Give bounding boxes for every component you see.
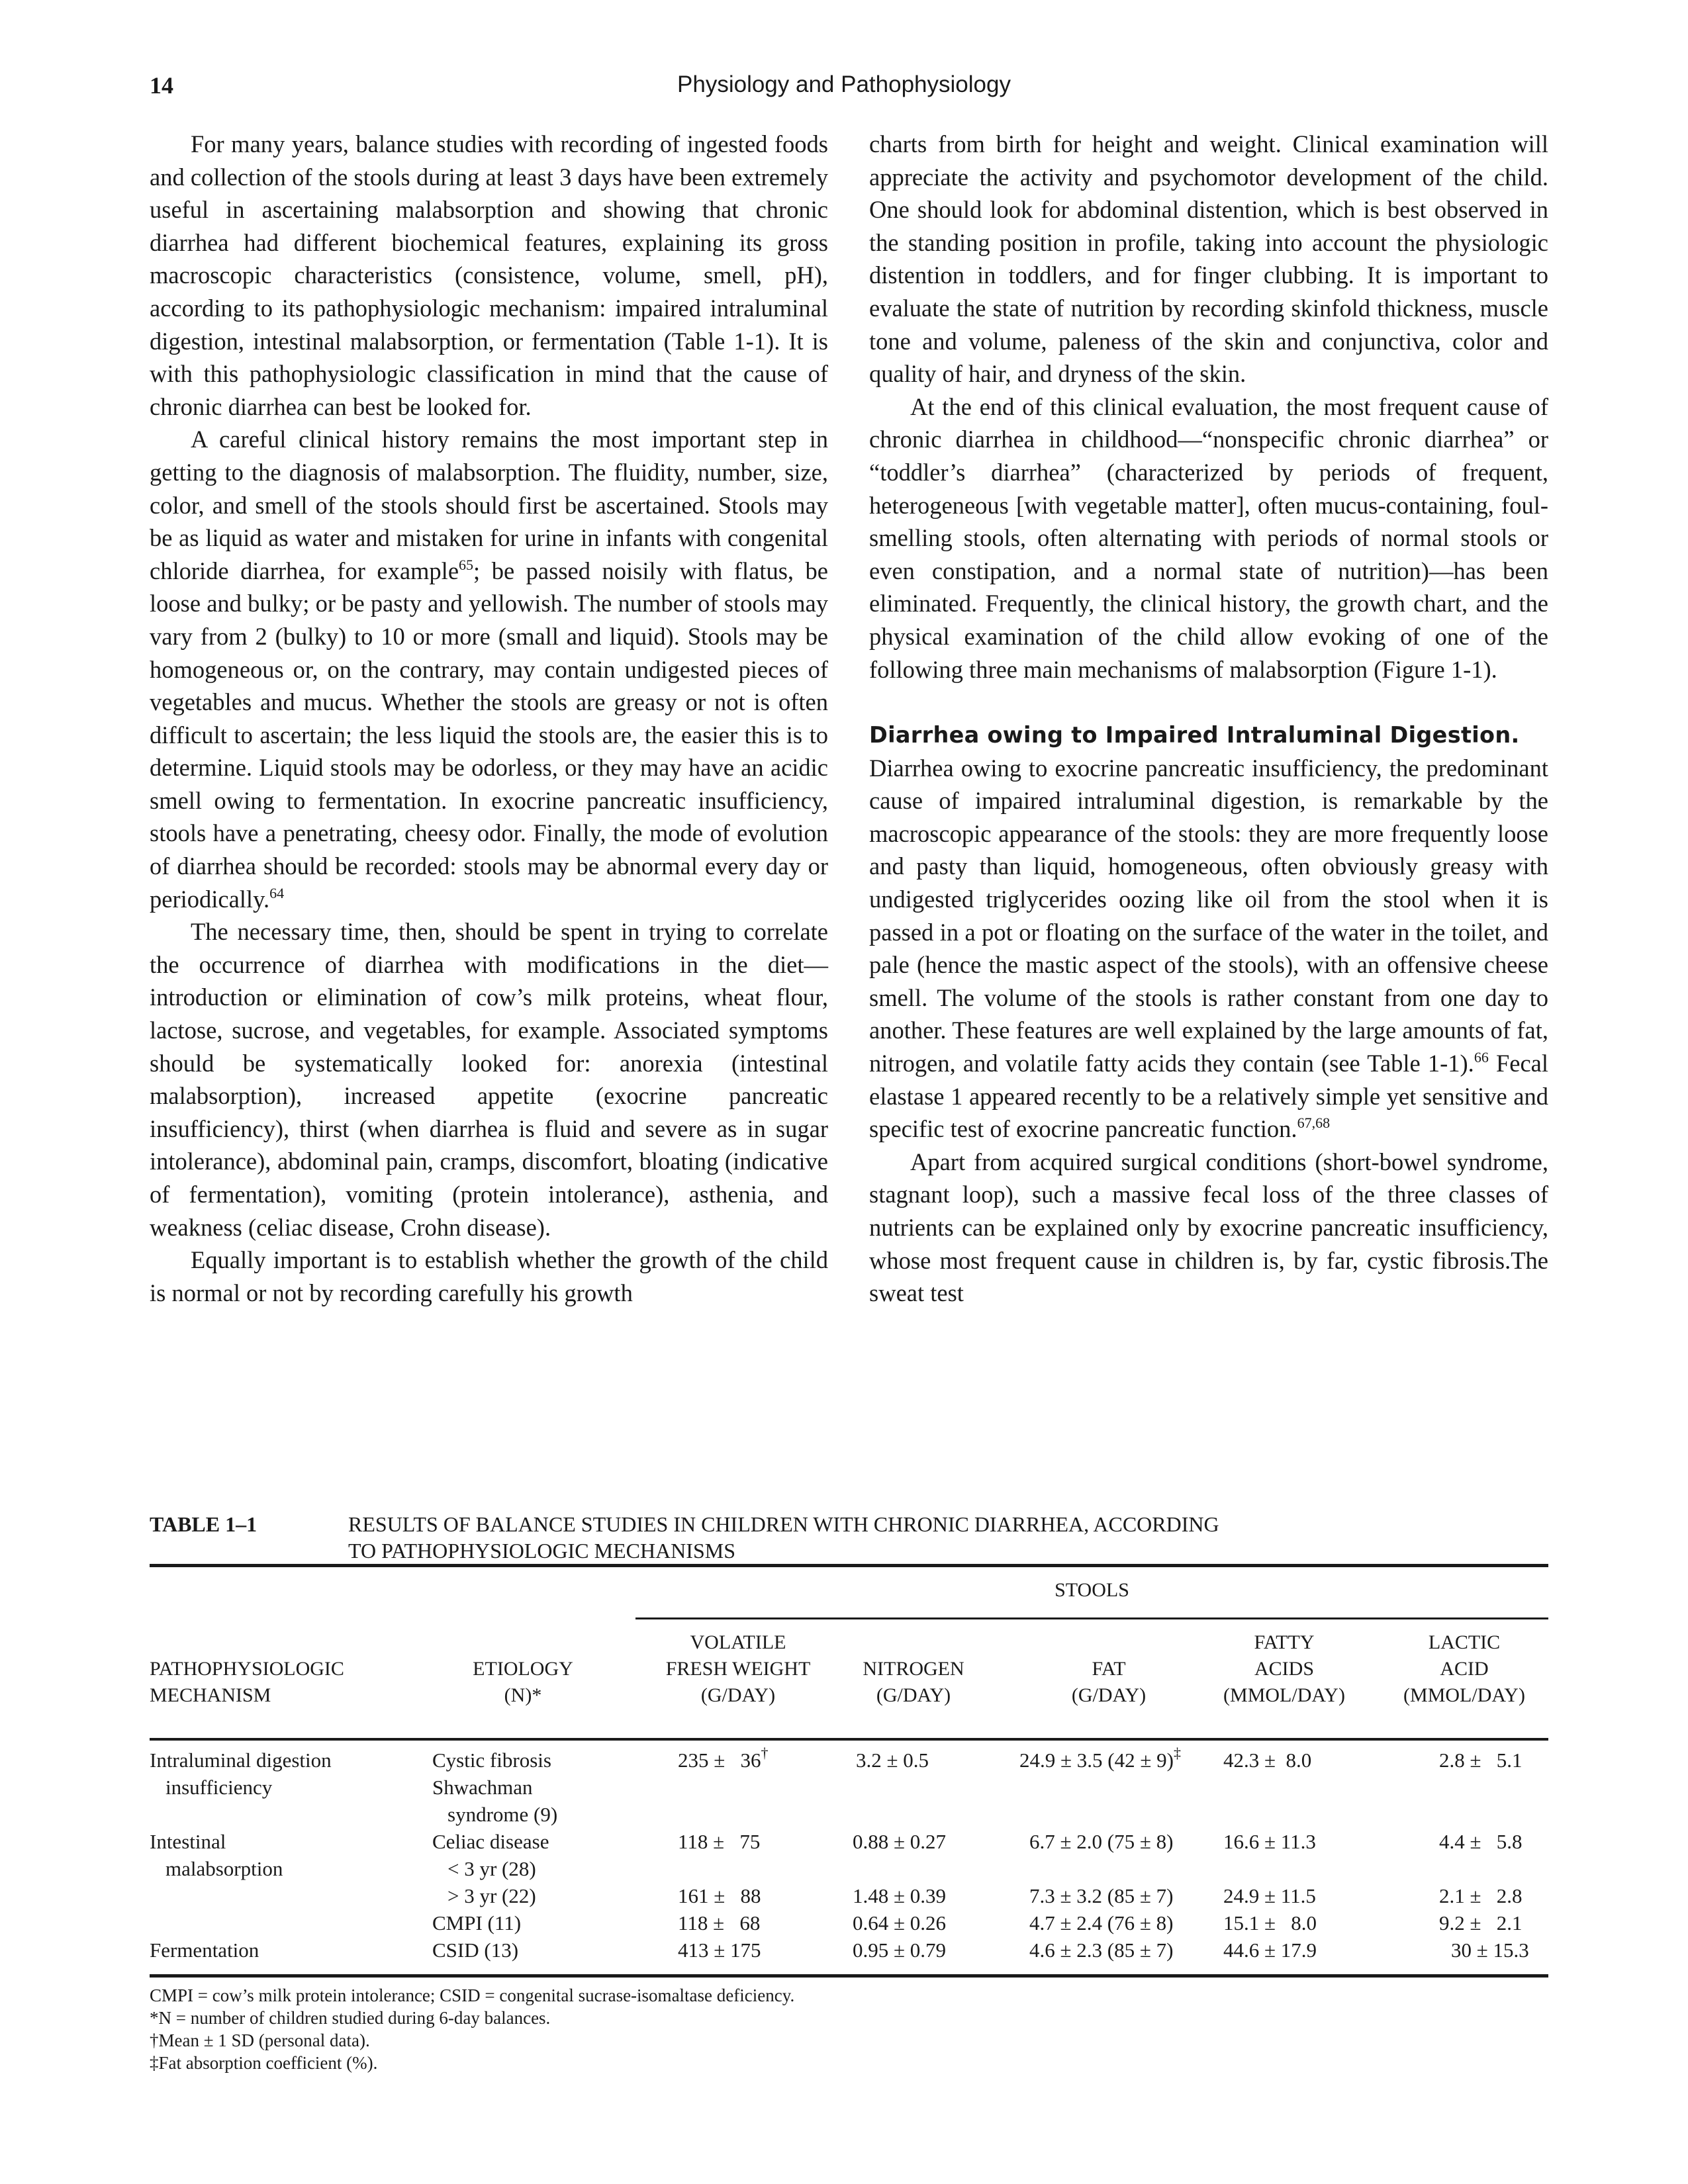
dagger-footnote-mark: † — [761, 1745, 769, 1761]
paragraph: Apart from acquired surgical conditions (short-bowel syndrome, stagnant loop), such a massive fecal loss of the three classes of nutrients can be explained only by exocrine pancreatic insufficiency, whose most frequent cause in children is, by far, cystic fibrosis.The sweat test — [869, 1148, 1548, 1307]
spanner-rule — [635, 1617, 1548, 1619]
header-rule — [150, 1738, 1548, 1741]
paragraph: Diarrhea owing to Impaired Intraluminal Digestion. Diarrhea owing to exocrine pancreatic insufficiency, the predominant cause of impaired intraluminal digestion, is remarkable by the macroscopic appearance of the stools: they are more frequently loose and pasty than liquid, homogeneous, often obviously greasy with undigested triglycerides oozing like oil from the stool when it is passed in a pot or floating on the surface of the water in the toilet, and pale (hence the mastic aspect of the stools), with an offensive cheese smell. The volume of the stools is rather constant from one day to another. These features are well explained by the large amounts of fat, nitrogen, and volatile fatty acids they contain (see Table 1-1).$^{66}$ Fecal elastase 1 appeared recently to be a relatively simple yet sensitive and specific test of exocrine pancreatic function.$^{67,68}$ — [869, 722, 1548, 1143]
column-header-etiology: ETIOLOGY (N)* — [473, 1658, 573, 1706]
citation-ref: 65 — [459, 556, 474, 573]
table-footnote: CMPI = cow’s milk protein intolerance; CSID = congenital sucrase-isomaltase deficiency. — [150, 1985, 795, 2005]
column-header-fresh-weight: VOLATILE FRESH WEIGHT (G/DAY) — [665, 1631, 811, 1706]
paragraph: For many years, balance studies with recording of ingested foods and collection of the stools during at least 3 days have been extremely useful in ascertaining malabsorption and showing that chronic diarrhea had different biochemical features, explaining its gross macroscopic characteristics (consistence, volume, smell, pH), according to its pathophysiologic mechanism: impaired intraluminal digestion, intestinal malabsorption, or fermentation (Table 1-1). It is with this pathophysiologic classification in mind that the cause of chronic diarrhea can best be looked for. — [150, 130, 828, 420]
page-number: 14 — [150, 72, 173, 99]
paragraph: The necessary time, then, should be spent in trying to correlate the occurrence of diarrhea with modifications in the diet—introduction or elimination of cow’s milk proteins, wheat flour, lactose, sucrose, and vegetables, for example. Associated symptoms should be systematically looked for: anorexia (intestinal malabsorption), increased appetite (exocrine pancreatic insufficiency), thirst (when diarrhea is fluid and severe as in sugar intolerance), abdominal pain, cramps, discomfort, bloating (indicative of fermentation), vomiting (protein intolerance), asthenia, and weakness (celiac disease, Crohn disease). — [150, 918, 828, 1241]
column-spanner-stools: STOOLS — [1055, 1579, 1129, 1601]
table-title: RESULTS OF BALANCE STUDIES IN CHILDREN WITH CHRONIC DIARRHEA, ACCORDING TO PATHOPHYSIOLOGIC MECHANISMS — [348, 1512, 1219, 1563]
paragraph: A careful clinical history remains the most important step in getting to the diagnosis of malabsorption. The fluidity, number, size, color, and smell of the stools should first be ascertained. Stools may be as liquid as water and mistaken for urine in infants with congenital chloride diarrhea, for example$^{65}$; be passed noisily with flatus, be loose and bulky; or be pasty and yellowish. The number of stools may vary from 2 (bulky) to 10 or more (small and liquid). Stools may be homogeneous or, on the contrary, may contain undigested pieces of vegetables and mucus. Whether the stools are greasy or not is often difficult to ascertain; the less liquid the stools are, the easier this is to determine. Liquid stools may be odorless, or they may have an acidic smell owing to fermentation. In exocrine pancreatic insufficiency, stools have a penetrating, cheesy odor. Finally, the mode of evolution of diarrhea should be recorded: stools may be abnormal every day or periodically.$^{64}$ — [150, 426, 828, 913]
citation-ref: 67,68 — [1297, 1115, 1331, 1132]
table-bottom-rule — [150, 1974, 1548, 1978]
running-title: Physiology and Pathophysiology — [677, 71, 1011, 97]
column-header-fatty-acids: FATTY ACIDS (MMOL/DAY) — [1223, 1631, 1345, 1706]
table-footnote: ‡Fat absorption coefficient (%). — [150, 2053, 378, 2073]
paragraph: charts from birth for height and weight. Clinical examination will appreciate the activity and psychomotor development of the child. One should look for abdominal distention, which is best observed in the standing position in profile, taking into account the physiologic distention in toddlers, and for finger clubbing. It is important to evaluate the state of nutrition by recording skinfold thickness, muscle tone and volume, paleness of the skin and conjunctiva, color and quality of hair, and dryness of the skin. — [869, 130, 1548, 388]
double-dagger-footnote-mark: ‡ — [1173, 1745, 1181, 1761]
right-column — [869, 128, 1548, 1310]
paragraph: At the end of this clinical evaluation, the most frequent cause of chronic diarrhea in childhood—“nonspecific chronic diarrhea” or “toddler’s diarrhea” (characterized by periods of frequent, heterogeneous [with vegetable matter], often mucus-containing, foul-smelling stools, often alternating with periods of normal stools or even constipation, and a normal state of nutrition)—has been eliminated. Frequently, the clinical history, the growth chart, and the physical examination of the child allow evoking of one of the following three main mechanisms of malabsorption (Figure 1-1). — [869, 392, 1548, 683]
citation-ref: 64 — [269, 884, 285, 901]
table-top-rule — [150, 1564, 1548, 1567]
left-column — [150, 128, 828, 1309]
section-heading: Diarrhea owing to Impaired Intraluminal Digestion. — [869, 722, 1520, 749]
column-header-mechanism: PATHOPHYSIOLOGIC MECHANISM — [150, 1658, 344, 1706]
table-label: TABLE 1–1 — [150, 1512, 258, 1536]
table-footnote: *N = number of children studied during 6-day balances. — [150, 2008, 551, 2028]
table-footnote: †Mean ± 1 SD (personal data). — [150, 2030, 370, 2050]
citation-ref: 66 — [1474, 1049, 1489, 1066]
column-header-nitrogen: NITROGEN (G/DAY) — [863, 1658, 964, 1706]
column-header-lactic-acid: LACTIC ACID (MMOL/DAY) — [1403, 1631, 1525, 1706]
column-header-fat: FAT (G/DAY) — [1071, 1658, 1147, 1706]
paragraph: Equally important is to establish whether the growth of the child is normal or not by recording carefully his growth — [150, 1246, 828, 1306]
